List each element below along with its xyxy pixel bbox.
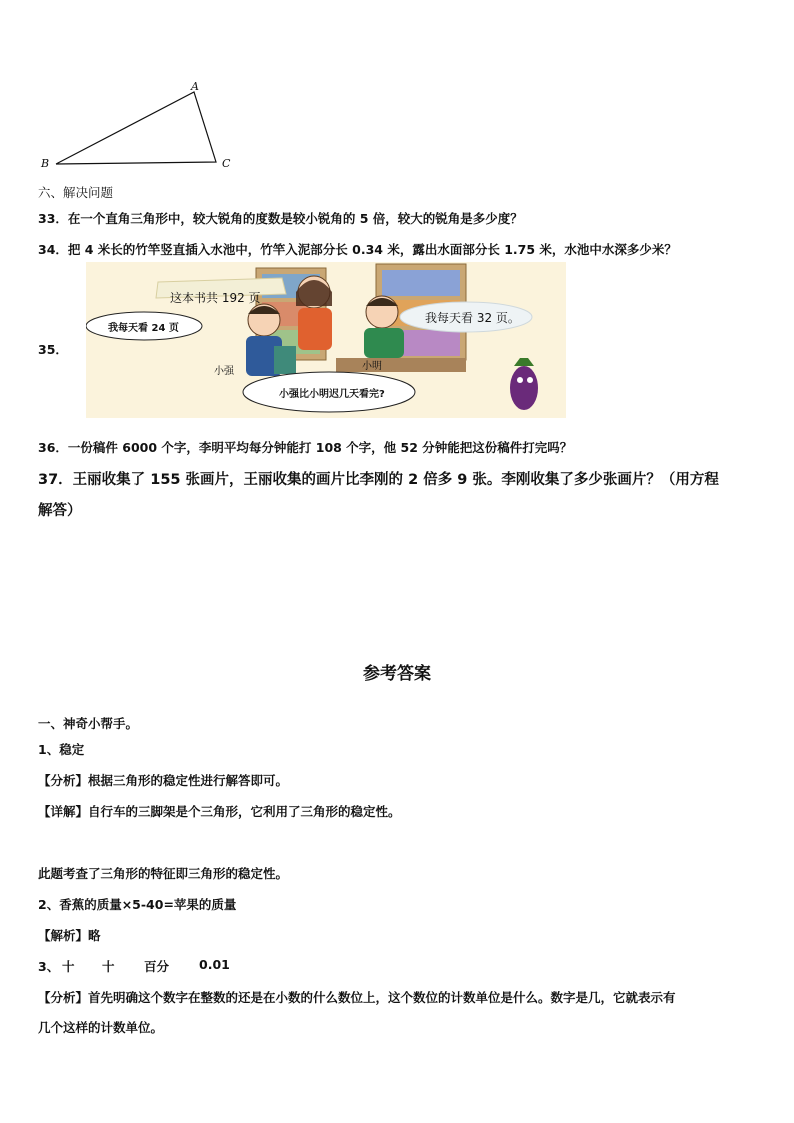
- answer-3-value-3: 百分: [144, 959, 170, 974]
- vertex-label-c: C: [222, 157, 231, 170]
- bubble-question: 小强比小明迟几天看完?: [279, 389, 385, 400]
- answer-1: 1、稳定: [38, 742, 85, 757]
- question-34: 34．把 4 米长的竹竿竖直插入水池中，竹竿入泥部分长 0.34 米，露出水面部分长 1.75 米，水池中水深多少米？: [38, 242, 677, 257]
- answer-2: 2、香蕉的质量×5-40=苹果的质量: [38, 897, 237, 912]
- answer-3-analysis-line1: 【分析】首先明确这个数字在整数的还是在小数的什么数位上，这个数位的计数单位是什么。数字是几，它就表示有: [38, 990, 676, 1005]
- triangle-edges: [56, 92, 216, 164]
- answers-title: 参考答案: [363, 664, 431, 684]
- answer-3-value-1: 十: [62, 959, 75, 974]
- book-page-label: 这本书共 192 页: [170, 291, 261, 305]
- answer-1-detail: 【详解】自行车的三脚架是个三角形，它利用了三角形的稳定性。: [38, 804, 401, 819]
- question-37-line1: 37．王丽收集了 155 张画片，王丽收集的画片比李刚的 2 倍多 9 张。李刚收集了多少张画片？（用方程: [38, 472, 719, 488]
- name-xiaoming: 小明: [362, 361, 382, 372]
- answer-3-value-2: 十: [102, 959, 115, 974]
- name-xiaoqiang: 小强: [214, 366, 234, 377]
- answer-3-analysis-line2: 几个这样的计数单位。: [38, 1020, 164, 1035]
- vertex-label-b: B: [41, 157, 50, 170]
- question-33: 33．在一个直角三角形中，较大锐角的度数是较小锐角的 5 倍，较大的锐角是多少度？: [38, 211, 523, 226]
- question-36: 36．一份稿件 6000 个字，李明平均每分钟能打 108 个字，他 52 分钟能把这份稿件打完吗？: [38, 440, 573, 455]
- answer-3-number: 3、: [38, 959, 60, 974]
- answers-section1: 一、神奇小帮手。: [38, 716, 139, 731]
- question-37-line2: 解答）: [38, 503, 82, 519]
- question-35-number: 35．: [38, 342, 68, 357]
- answer-3-value-4: 0.01: [199, 957, 230, 972]
- bubble-xiaoqiang: 我每天看 24 页: [108, 323, 179, 334]
- section-heading-solve: 六、解决问题: [38, 185, 114, 200]
- answer-2-analysis: 【解析】略: [38, 928, 101, 943]
- bubble-xiaoming: 我每天看 32 页。: [425, 311, 520, 325]
- answer-1-note: 此题考查了三角形的特征即三角形的稳定性。: [38, 866, 289, 881]
- answer-1-analysis: 【分析】根据三角形的稳定性进行解答即可。: [38, 773, 289, 788]
- vertex-label-a: A: [191, 80, 199, 93]
- triangle-figure: [36, 78, 236, 168]
